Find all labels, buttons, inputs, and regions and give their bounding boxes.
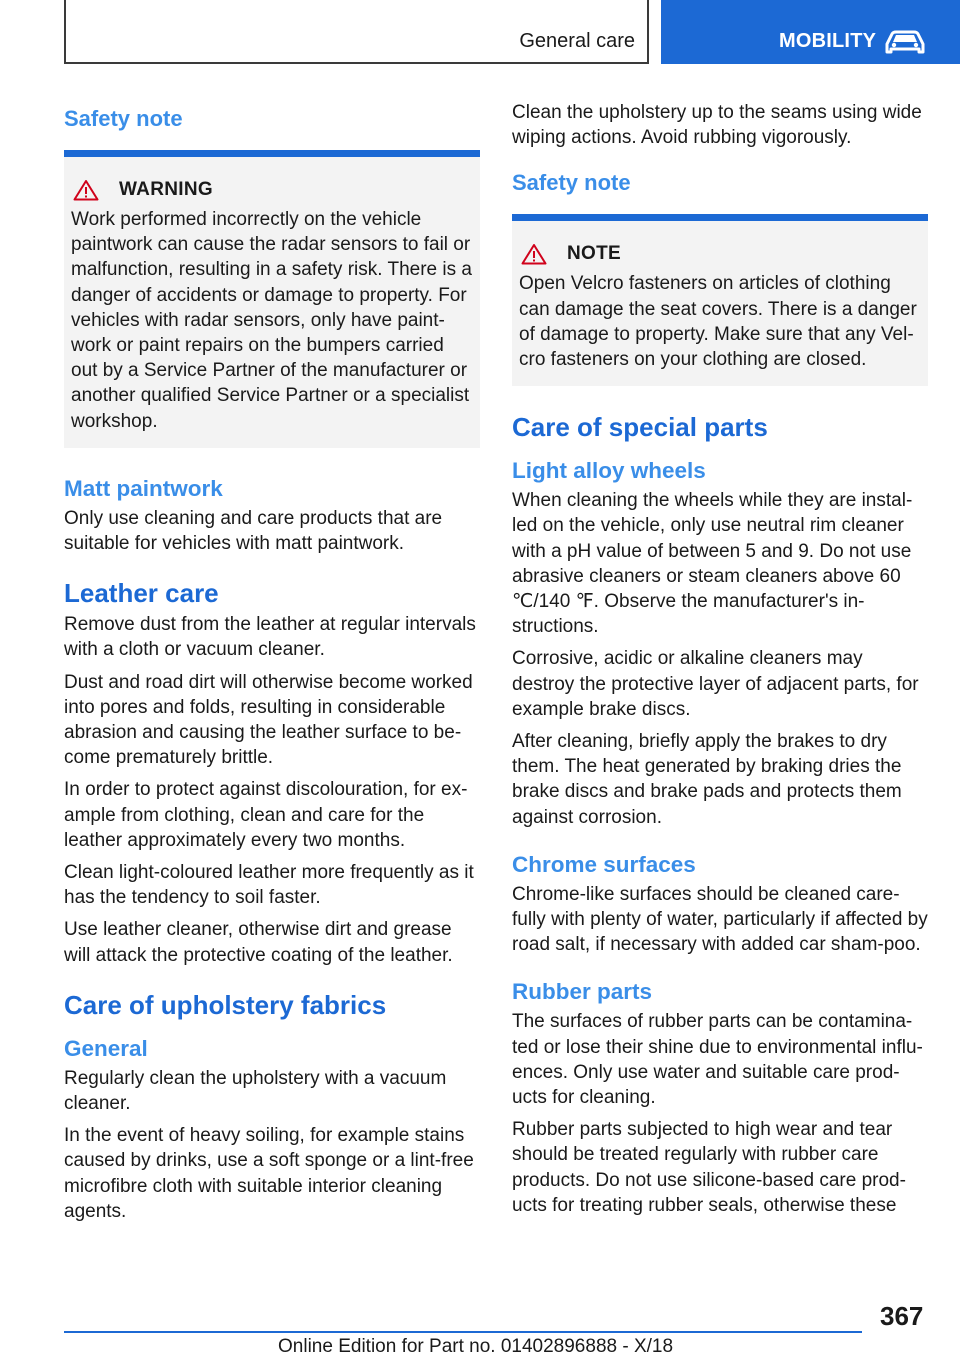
- leather-care-p4: Clean light-coloured leather more frequently as it has the tendency to soil faster.: [64, 862, 474, 909]
- light-alloy-wheels-heading: Light alloy wheels: [512, 458, 706, 484]
- header-chapter-label: MOBILITY: [779, 30, 877, 52]
- leather-care-heading: Leather care: [64, 578, 219, 609]
- leather-care-p5: Use leather cleaner, otherwise dirt and grease will attack the protective coating of the leather.: [64, 919, 453, 966]
- left-column: [64, 100, 480, 1231]
- warning-text: Work performed incorrectly on the vehicle paintwork can cause the radar sensors to fail or malfunction, resulting in a safety risk. There is a danger of accidents or damage to property. For vehicles with radar sensors, only have paint-work or paint repairs on the bumpers carried out by a Service Partner of the manufacturer or another qualified Service Partner or a specialist workshop.: [71, 209, 472, 432]
- general-p1: Regularly clean the upholstery with a vacuum cleaner.: [64, 1067, 447, 1115]
- wheels-p3: After cleaning, briefly apply the brakes to dry them. The heat generated by braking dries the brake discs and brake pads and protects them against corrosion.: [512, 731, 902, 828]
- note-head: [519, 243, 920, 265]
- matt-paintwork-text: Only use cleaning and care products that are suitable for vehicles with matt paintwork.: [64, 507, 443, 555]
- warning-title: WARNING: [119, 179, 213, 200]
- leather-care-p2: Dust and road dirt will otherwise become worked into pores and folds, resulting in considerable abrasion and causing the leather surface to be-come prematurely brittle.: [64, 671, 473, 769]
- upholstery-heading: Care of upholstery fabrics: [64, 989, 387, 1020]
- rubber-p2: Rubber parts subjected to high wear and tear should be treated regularly with rubber care products. Do not use silicone-based care prod-ucts for treating rubber seals, otherwise these: [512, 1119, 906, 1216]
- upholstery-intro-text: Clean the upholstery up to the seams using wide wiping actions. Avoid rubbing vigorously.: [512, 102, 922, 149]
- note-text: Open Velcro fasteners on articles of clothing can damage the seat covers. There is a danger of damage to property. Make sure that any Vel-cro fasteners on your clothing are closed.: [519, 273, 917, 371]
- footer-edition: Online Edition for Part no. 01402896888 - X/18: [278, 1336, 674, 1357]
- header-section-box: [64, 0, 649, 64]
- warning-triangle-icon: [521, 243, 547, 265]
- general-p2: In the event of heavy soiling, for example stains caused by drinks, use a soft sponge or a lint-free microfibre cloth with suitable interior cleaning agents.: [64, 1125, 474, 1222]
- wheels-p1: When cleaning the wheels while they are instal-led on the vehicle, only use neutral rim cleaner with a pH value of between 5 and 9. Do not use abrasive cleaners or steam cleaners above 60 ℃/140 ℉. Observe the manufacturer's in-structions.: [512, 490, 913, 638]
- leather-care-p1: Remove dust from the leather at regular intervals with a cloth or vacuum cleaner.: [64, 614, 476, 661]
- warning-head: [71, 179, 472, 201]
- footer-divider: [64, 1331, 862, 1333]
- warning-box: [64, 150, 480, 448]
- chrome-p1: Chrome-like surfaces should be cleaned care-fully with plenty of water, particularly if affected by road salt, if necessary with added car sham-poo.: [512, 883, 928, 956]
- page-number: 367: [880, 1301, 924, 1331]
- warning-triangle-icon: [73, 179, 99, 201]
- chrome-surfaces-heading: Chrome surfaces: [512, 851, 696, 877]
- rubber-p1: The surfaces of rubber parts can be contamina-ted or lose their shine due to environmental influ-ences. Only use water and suitable care prod-ucts for cleaning.: [512, 1011, 923, 1109]
- header-section-title: General care: [519, 30, 635, 52]
- safety-note-heading: Safety note: [64, 106, 183, 131]
- car-icon: [883, 28, 927, 56]
- leather-care-p3: In order to protect against discolouration, for ex-ample from clothing, clean and care for the leather approximately every two months.: [64, 779, 468, 851]
- special-parts-heading: Care of special parts: [512, 412, 768, 443]
- rubber-parts-heading: Rubber parts: [512, 979, 653, 1005]
- note-title: NOTE: [567, 243, 621, 265]
- general-heading: General: [64, 1035, 148, 1061]
- right-column: [512, 100, 928, 1225]
- header-chapter-tab[interactable]: [661, 0, 960, 64]
- wheels-p2: Corrosive, acidic or alkaline cleaners may destroy the protective layer of adjacent parts, for example brake discs.: [512, 648, 919, 720]
- matt-paintwork-heading: Matt paintwork: [64, 475, 223, 501]
- safety-note-heading-right: Safety note: [512, 170, 631, 196]
- note-box: [512, 214, 928, 386]
